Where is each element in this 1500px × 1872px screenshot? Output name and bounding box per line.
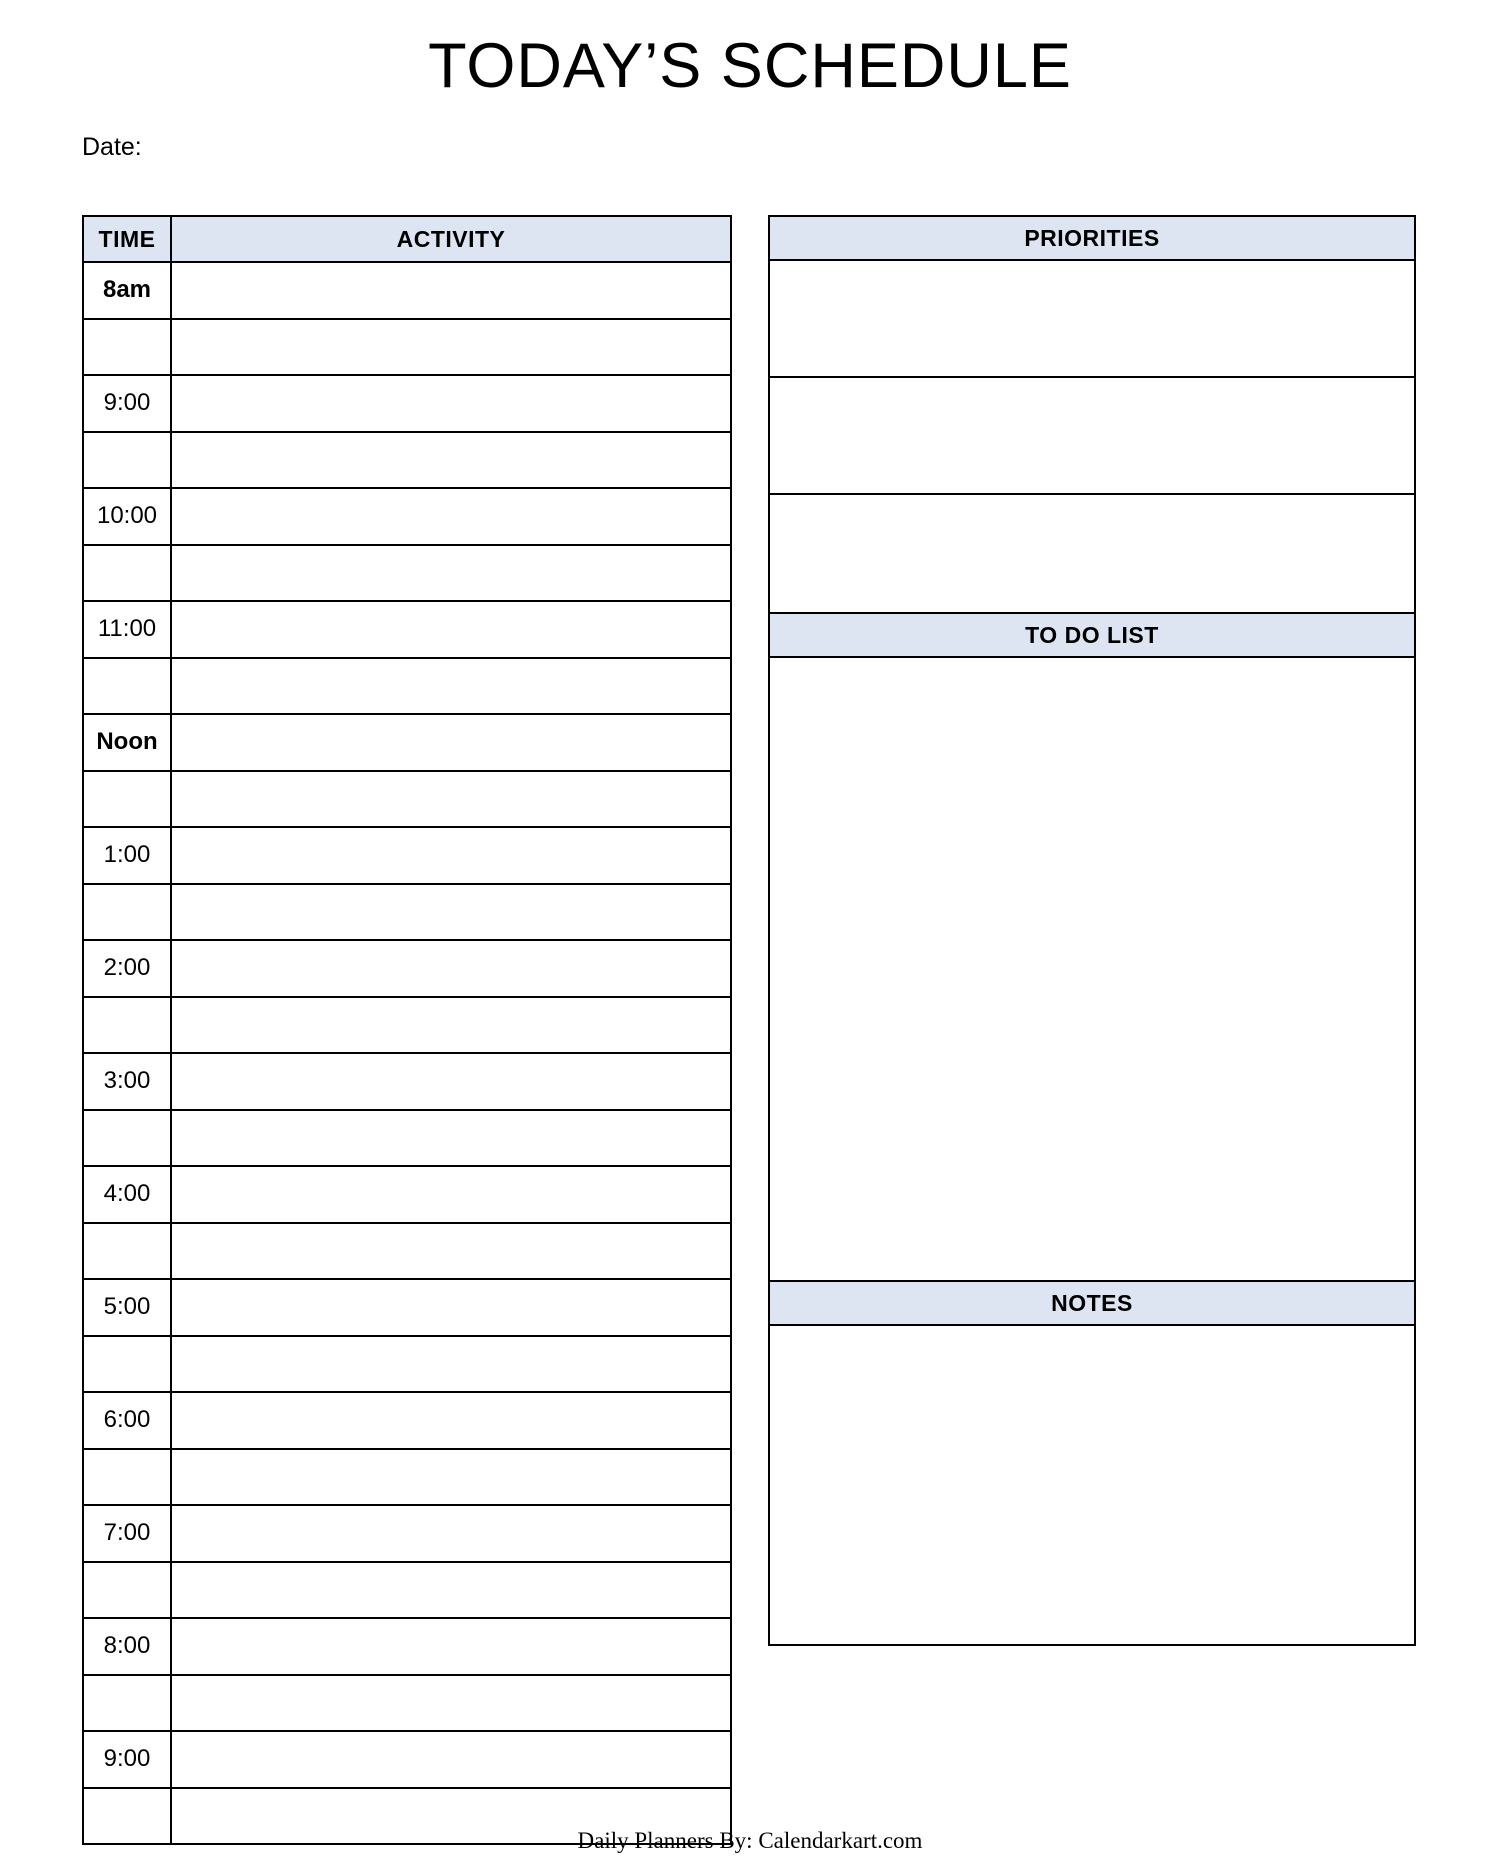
- schedule-row: [83, 1110, 731, 1167]
- activity-cell[interactable]: [171, 601, 731, 658]
- activity-cell[interactable]: [171, 262, 731, 319]
- activity-cell[interactable]: [171, 997, 731, 1054]
- activity-cell[interactable]: [171, 1053, 731, 1110]
- schedule-row: [83, 601, 731, 658]
- schedule-row: [83, 262, 731, 319]
- notes-panel: [768, 1282, 1416, 1646]
- todo-writing-area[interactable]: [770, 658, 1414, 1280]
- time-cell: 6:00: [83, 1392, 171, 1449]
- date-label: Date:: [82, 133, 142, 162]
- activity-cell[interactable]: [171, 884, 731, 941]
- schedule-row: [83, 1053, 731, 1110]
- schedule-row: [83, 1223, 731, 1280]
- time-cell: 9:00: [83, 1731, 171, 1788]
- schedule-row: [83, 1449, 731, 1506]
- time-cell: 7:00: [83, 1505, 171, 1562]
- schedule-row: [83, 884, 731, 941]
- date-row: [82, 129, 1500, 162]
- schedule-row: [83, 1336, 731, 1393]
- time-cell: [83, 1449, 171, 1506]
- time-cell: 11:00: [83, 601, 171, 658]
- time-cell: [83, 1675, 171, 1732]
- right-column: [768, 215, 1416, 1845]
- time-cell: 10:00: [83, 488, 171, 545]
- time-cell: [83, 1110, 171, 1167]
- schedule-row: [83, 319, 731, 376]
- time-cell: [83, 1223, 171, 1280]
- schedule-row: [83, 714, 731, 771]
- priority-line[interactable]: [770, 378, 1414, 495]
- activity-cell[interactable]: [171, 1223, 731, 1280]
- activity-cell[interactable]: [171, 658, 731, 715]
- activity-cell[interactable]: [171, 714, 731, 771]
- activity-cell[interactable]: [171, 488, 731, 545]
- activity-cell[interactable]: [171, 319, 731, 376]
- activity-cell[interactable]: [171, 1279, 731, 1336]
- priority-line[interactable]: [770, 261, 1414, 378]
- schedule-row: [83, 375, 731, 432]
- activity-cell[interactable]: [171, 432, 731, 489]
- time-cell: 2:00: [83, 940, 171, 997]
- schedule-row: [83, 1279, 731, 1336]
- time-cell: [83, 997, 171, 1054]
- schedule-row: [83, 545, 731, 602]
- time-cell: 9:00: [83, 375, 171, 432]
- activity-cell[interactable]: [171, 1562, 731, 1619]
- todo-panel: [768, 614, 1416, 1282]
- time-cell: [83, 658, 171, 715]
- schedule-row: [83, 1731, 731, 1788]
- page-title: TODAY’S SCHEDULE: [428, 31, 1072, 101]
- activity-cell[interactable]: [171, 1731, 731, 1788]
- schedule-row: [83, 1166, 731, 1223]
- activity-cell[interactable]: [171, 1449, 731, 1506]
- time-cell: [83, 884, 171, 941]
- time-cell: [83, 432, 171, 489]
- schedule-row: [83, 1505, 731, 1562]
- date-input[interactable]: [149, 129, 449, 155]
- schedule-table: [82, 215, 732, 1845]
- time-cell: [83, 545, 171, 602]
- priorities-panel: [768, 215, 1416, 614]
- activity-cell[interactable]: [171, 545, 731, 602]
- time-cell: 1:00: [83, 827, 171, 884]
- notes-writing-area[interactable]: [770, 1326, 1414, 1644]
- schedule-row: [83, 827, 731, 884]
- time-cell: 4:00: [83, 1166, 171, 1223]
- planner-content: [82, 215, 1417, 1845]
- activity-cell[interactable]: [171, 1505, 731, 1562]
- time-cell: 3:00: [83, 1053, 171, 1110]
- activity-cell[interactable]: [171, 827, 731, 884]
- schedule-row: [83, 432, 731, 489]
- notes-header: NOTES: [770, 1282, 1414, 1326]
- time-cell: 5:00: [83, 1279, 171, 1336]
- time-cell: 8am: [83, 262, 171, 319]
- time-cell: [83, 771, 171, 828]
- schedule-row: [83, 997, 731, 1054]
- schedule-header-row: [83, 216, 731, 262]
- time-cell: Noon: [83, 714, 171, 771]
- priorities-body: [770, 261, 1414, 612]
- activity-cell[interactable]: [171, 1618, 731, 1675]
- priorities-header: PRIORITIES: [770, 217, 1414, 261]
- activity-cell[interactable]: [171, 1110, 731, 1167]
- schedule-row: [83, 771, 731, 828]
- schedule-row: [83, 940, 731, 997]
- schedule-row: [83, 1618, 731, 1675]
- schedule-row: [83, 1675, 731, 1732]
- time-column-header: TIME: [83, 216, 171, 262]
- schedule-row: [83, 488, 731, 545]
- time-cell: [83, 1562, 171, 1619]
- time-cell: [83, 1336, 171, 1393]
- schedule-body: [83, 262, 731, 1844]
- footer-credit: Daily Planners By: Calendarkart.com: [577, 1828, 923, 1853]
- activity-cell[interactable]: [171, 375, 731, 432]
- activity-cell[interactable]: [171, 1392, 731, 1449]
- todo-header: TO DO LIST: [770, 614, 1414, 658]
- schedule-row: [83, 1562, 731, 1619]
- time-cell: [83, 319, 171, 376]
- time-cell: 8:00: [83, 1618, 171, 1675]
- activity-column-header: ACTIVITY: [171, 216, 731, 262]
- schedule-row: [83, 1392, 731, 1449]
- activity-cell[interactable]: [171, 1166, 731, 1223]
- activity-cell[interactable]: [171, 1336, 731, 1393]
- priority-line[interactable]: [770, 495, 1414, 612]
- activity-cell[interactable]: [171, 940, 731, 997]
- schedule-row: [83, 658, 731, 715]
- activity-cell[interactable]: [171, 1675, 731, 1732]
- activity-cell[interactable]: [171, 771, 731, 828]
